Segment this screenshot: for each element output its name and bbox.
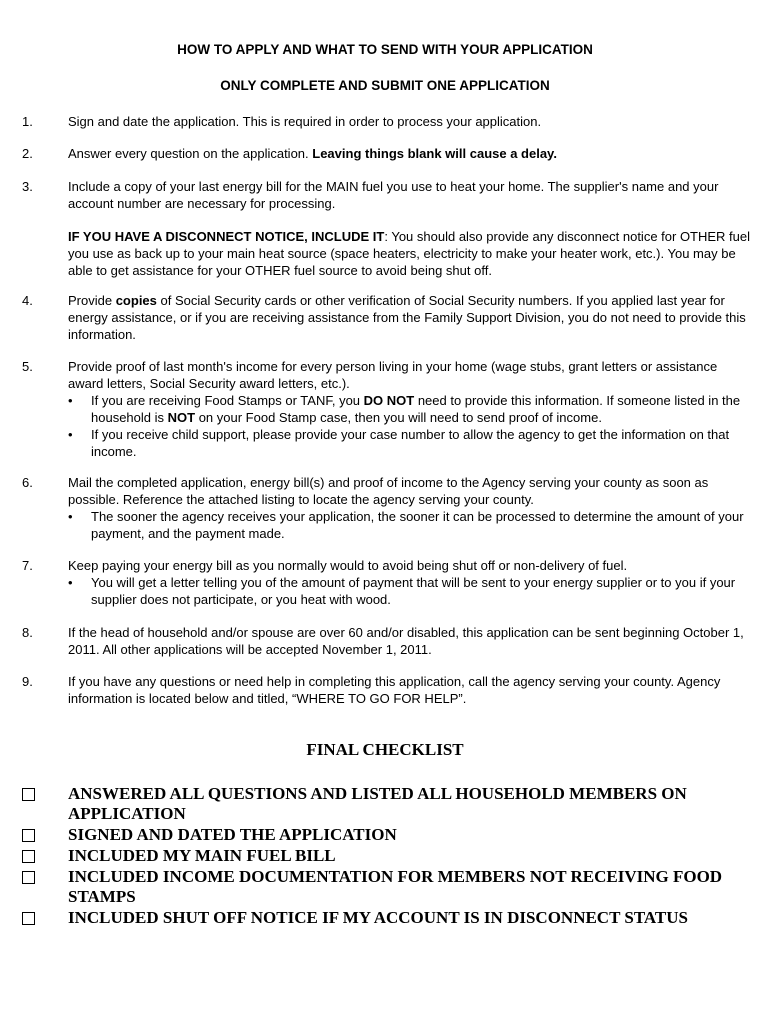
item-number: 6. [22, 475, 33, 490]
item-text: Mail the completed application, energy bill(s) and proof of income to the Agency serving your county as soon as possible. Reference the attached listing to locate the agency serving your county. [68, 475, 709, 507]
item-number: 4. [22, 293, 33, 308]
item-text: Keep paying your energy bill as you normally would to avoid being shut off or non-delivery of fuel. [68, 558, 628, 573]
item-number: 5. [22, 359, 33, 374]
item-number: 1. [22, 114, 33, 129]
bullet-icon: • [68, 575, 73, 590]
checklist-item-label: INCLUDED INCOME DOCUMENTATION FOR MEMBERS NOT RECEIVING FOOD STAMPS [68, 867, 723, 906]
checkbox-icon[interactable] [22, 871, 35, 884]
item-number: 2. [22, 146, 33, 161]
bullet-item: • If you are receiving Food Stamps or TANF, you DO NOT need to provide this information. If someone listed in the household is NOT on your Food Stamp case, then you will need to send proof of income. [68, 393, 741, 425]
bullet-item: • You will get a letter telling you of the amount of payment that will be sent to your energy supplier or to you if your supplier does not participate, or you heat with wood. [68, 575, 736, 607]
item-emphasis: Leaving things blank will cause a delay. [312, 146, 557, 161]
item-text: Answer every question on the application. Leaving things blank will cause a delay. [68, 146, 557, 161]
checkbox-icon[interactable] [22, 912, 35, 925]
item-text: Include a copy of your last energy bill for the MAIN fuel you use to heat your home. The supplier's name and your account number are necessary for processing. [68, 179, 719, 211]
item-number: 7. [22, 558, 33, 573]
item-number: 3. [22, 179, 33, 194]
bullet-icon: • [68, 427, 73, 442]
checklist-item-label: ANSWERED ALL QUESTIONS AND LISTED ALL HOUSEHOLD MEMBERS ON APPLICATION [68, 784, 687, 823]
item-text: If the head of household and/or spouse are over 60 and/or disabled, this application can be sent beginning October 1, 2011. All other applications will be accepted November 1, 2011. [68, 625, 744, 657]
item-text: Provide copies of Social Security cards or other verification of Social Security numbers. If you applied last year for energy assistance, or if you are receiving assistance from the Family Support Division, you do not need to provide this information. [68, 293, 746, 342]
bullet-item: • If you receive child support, please provide your case number to allow the agency to get the information on that income. [68, 427, 730, 459]
checkbox-icon[interactable] [22, 850, 35, 863]
checklist-item-label: INCLUDED MY MAIN FUEL BILL [68, 846, 336, 865]
checklist-item-label: SIGNED AND DATED THE APPLICATION [68, 825, 397, 844]
item-text: Sign and date the application. This is required in order to process your application. [68, 114, 542, 129]
item-emphasis: copies [115, 293, 157, 308]
item-number: 8. [22, 625, 33, 640]
item-text: Provide proof of last month's income for every person living in your home (wage stubs, grant letters or assistance award letters, Social Security award letters, etc.). [68, 359, 718, 391]
page-subtitle: ONLY COMPLETE AND SUBMIT ONE APPLICATION [220, 78, 550, 93]
checkbox-icon[interactable] [22, 829, 35, 842]
disconnect-note-heading: IF YOU HAVE A DISCONNECT NOTICE, INCLUDE IT [68, 229, 385, 244]
checklist-item-label: INCLUDED SHUT OFF NOTICE IF MY ACCOUNT IS IN DISCONNECT STATUS [68, 908, 688, 927]
disconnect-note: IF YOU HAVE A DISCONNECT NOTICE, INCLUDE IT: You should also provide any disconnect notice for OTHER fuel you use as back up to your main heat source (space heaters, electricity to make your heater work, etc.). You may be able to get assistance for your OTHER fuel source to avoid being shut off. [68, 229, 751, 278]
bullet-item: • The sooner the agency receives your application, the sooner it can be processed to determine the amount of your payment, and the payment made. [68, 509, 744, 541]
bullet-icon: • [68, 393, 73, 408]
bullet-icon: • [68, 509, 73, 524]
item-number: 9. [22, 674, 33, 689]
item-text: If you have any questions or need help in completing this application, call the agency serving your county. Agency information is located below and titled, “WHERE TO GO FOR HELP”. [68, 674, 721, 706]
checkbox-icon[interactable] [22, 788, 35, 801]
page-title: HOW TO APPLY AND WHAT TO SEND WITH YOUR APPLICATION [177, 42, 593, 57]
checklist-title: FINAL CHECKLIST [306, 740, 464, 759]
